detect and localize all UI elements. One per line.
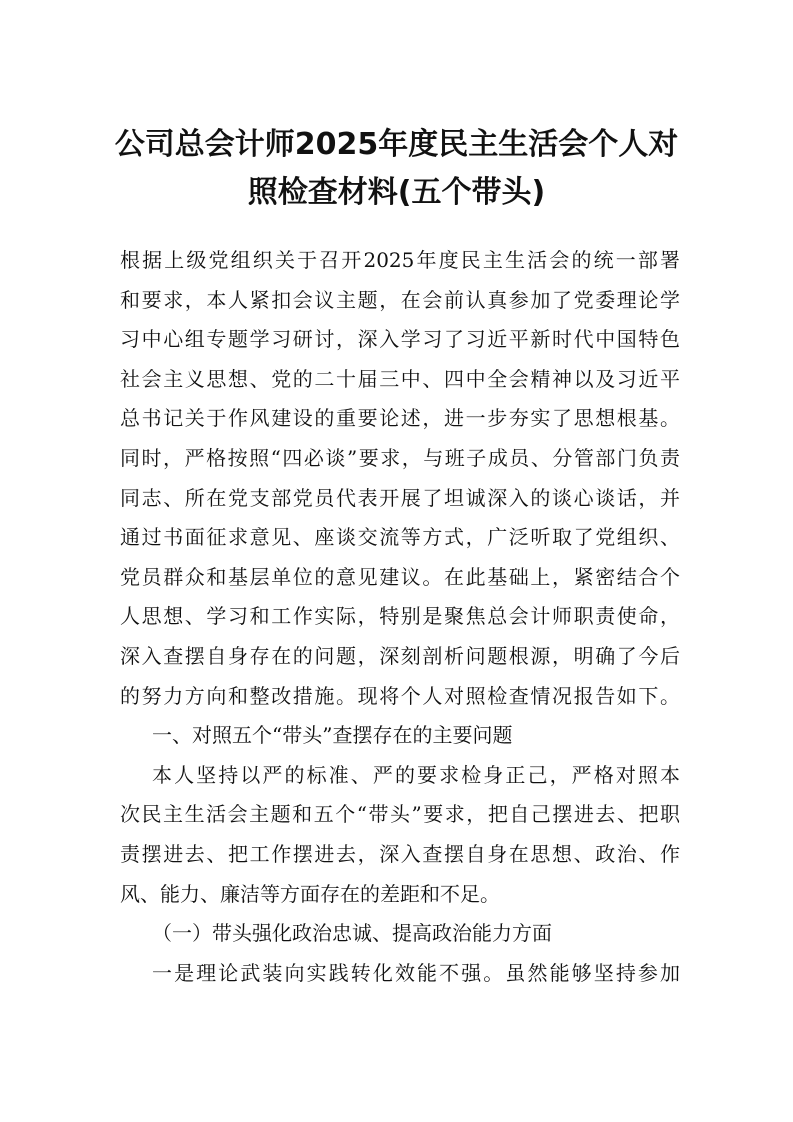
text-line: 次民主生活会主题和五个“带头”要求，把自己摆进去、把职 [120, 802, 680, 827]
section-heading: 一、对照五个“带头”查摆存在的主要问题 [152, 723, 513, 748]
text-line: 同时，严格按照“四必谈”要求，与班子成员、分管部门负责 [120, 445, 680, 470]
text-line: 风、能力、廉洁等方面存在的差距和不足。 [120, 881, 500, 906]
text-line: 一是理论武装向实践转化效能不强。虽然能够坚持参加 [152, 960, 680, 985]
text-line: 深入查摆自身存在的问题，深刻剖析问题根源，明确了今后 [120, 643, 680, 668]
text-line: 党员群众和基层单位的意见建议。在此基础上，紧密结合个 [120, 564, 680, 589]
document-title-line-1: 公司总会计师2025年度民主生活会个人对 [114, 127, 679, 162]
text-line: 社会主义思想、党的二十届三中、四中全会精神以及习近平 [120, 366, 680, 391]
text-line: 同志、所在党支部党员代表开展了坦诚深入的谈心谈话，并 [120, 485, 680, 510]
text-line: 习中心组专题学习研讨，深入学习了习近平新时代中国特色 [120, 327, 680, 352]
subsection-heading: （一）带头强化政治忠诚、提高政治能力方面 [152, 921, 552, 946]
text-line: 根据上级党组织关于召开2025年度民主生活会的统一部署 [120, 248, 680, 272]
text-line: 通过书面征求意见、座谈交流等方式，广泛听取了党组织、 [120, 525, 680, 550]
text-line: 的努力方向和整改措施。现将个人对照检查情况报告如下。 [120, 683, 680, 708]
text-line: 人思想、学习和工作实际，特别是聚焦总会计师职责使命， [120, 604, 680, 629]
text-line: 和要求，本人紧扣会议主题，在会前认真参加了党委理论学 [120, 287, 680, 312]
text-line: 责摆进去、把工作摆进去，深入查摆自身在思想、政治、作 [120, 841, 680, 866]
document-title-line-2: 照检查材料(五个带头) [247, 175, 546, 210]
text-line: 总书记关于作风建设的重要论述，进一步夯实了思想根基。 [120, 406, 680, 431]
document-body [120, 246, 680, 998]
text-line: 本人坚持以严的标准、严的要求检身正己，严格对照本 [152, 762, 680, 787]
